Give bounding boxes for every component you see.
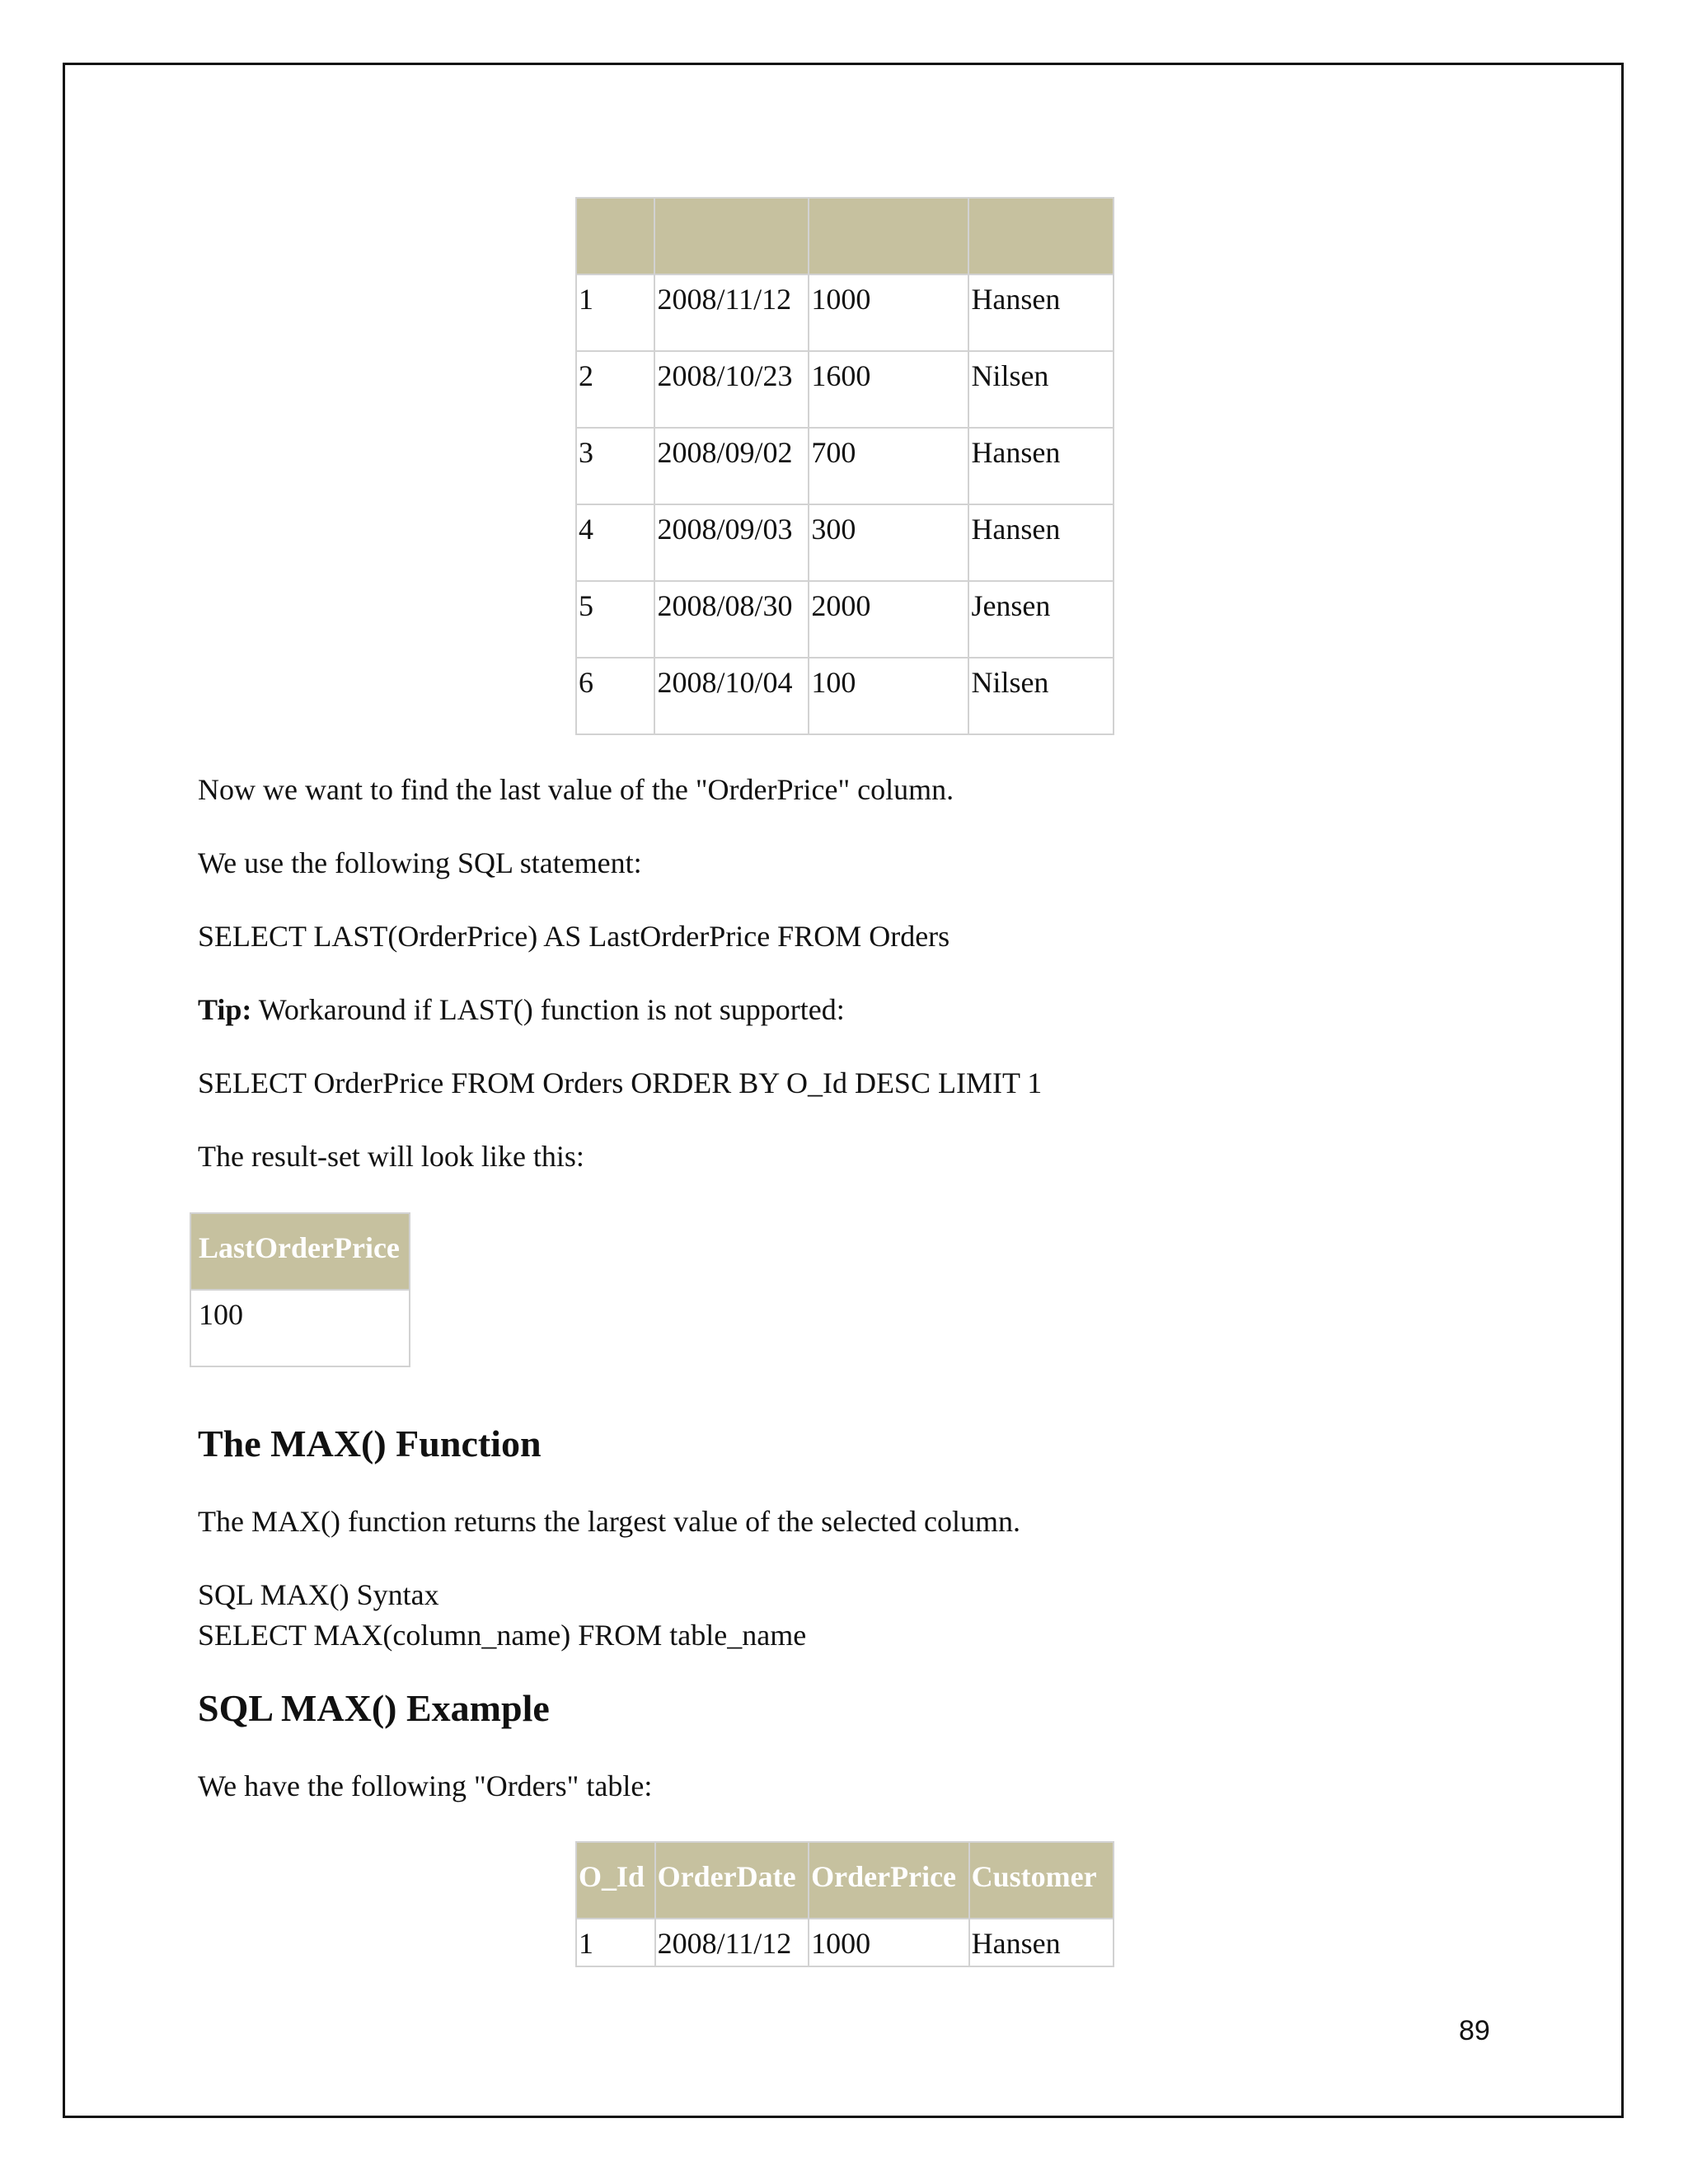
max-example-heading: SQL MAX() Example: [198, 1687, 550, 1729]
table-cell: 100: [809, 658, 968, 734]
table-row: [576, 581, 1114, 658]
table-cell: 2: [576, 351, 654, 428]
table-cell: 2008/10/23: [654, 351, 809, 428]
table-cell: 2008/11/12: [655, 1919, 809, 1966]
table-cell: 1000: [809, 1919, 969, 1966]
table-header-cell: LastOrderPrice: [190, 1213, 410, 1290]
table-cell: 700: [809, 428, 968, 504]
paragraph-find-last: Now we want to find the last value of the "OrderPrice" column.: [198, 773, 954, 806]
table-header-row: [190, 1213, 410, 1290]
table-header-cell: OrderDate: [655, 1842, 809, 1919]
table-cell: Hansen: [969, 1919, 1114, 1966]
table-cell: 2008/09/02: [654, 428, 809, 504]
table-cell: 1000: [809, 274, 968, 351]
table-row: [576, 658, 1114, 734]
table-cell: 1600: [809, 351, 968, 428]
table-cell: 2008/09/03: [654, 504, 809, 581]
sql-last-statement: SELECT LAST(OrderPrice) AS LastOrderPrice FROM Orders: [198, 920, 950, 953]
table-cell: 6: [576, 658, 654, 734]
max-syntax-sql: SELECT MAX(column_name) FROM table_name: [198, 1619, 807, 1652]
table-cell: Nilsen: [968, 658, 1114, 734]
table-row: [576, 274, 1114, 351]
table-header-cell: O_Id: [576, 1842, 655, 1919]
table-header-row: [576, 1842, 1114, 1919]
table-header-cell: [809, 198, 968, 274]
table-header-cell: [968, 198, 1114, 274]
max-syntax-label: SQL MAX() Syntax: [198, 1578, 439, 1611]
table-cell: 100: [190, 1290, 410, 1366]
tip-paragraph: [198, 990, 845, 1029]
table-row: [576, 1919, 1114, 1966]
table-cell: 2008/11/12: [654, 274, 809, 351]
orders-table-bottom: [575, 1841, 1114, 1967]
table-cell: Hansen: [968, 274, 1114, 351]
orders-table-top: [575, 197, 1114, 735]
table-cell: 300: [809, 504, 968, 581]
table-header-cell: OrderPrice: [809, 1842, 969, 1919]
table-cell: 5: [576, 581, 654, 658]
table-cell: 1: [576, 274, 654, 351]
table-header-cell: Customer: [969, 1842, 1114, 1919]
table-cell: Hansen: [968, 504, 1114, 581]
paragraph-result: The result-set will look like this:: [198, 1140, 584, 1173]
table-cell: 3: [576, 428, 654, 504]
result-table: [190, 1212, 410, 1367]
page-number: 89: [1459, 2015, 1490, 2046]
table-row: [190, 1290, 410, 1366]
table-row: [576, 504, 1114, 581]
table-cell: Jensen: [968, 581, 1114, 658]
max-function-heading: The MAX() Function: [198, 1422, 542, 1465]
table-cell: 2000: [809, 581, 968, 658]
table-cell: 2008/10/04: [654, 658, 809, 734]
paragraph-orders-table: We have the following "Orders" table:: [198, 1769, 653, 1802]
paragraph-use-sql: We use the following SQL statement:: [198, 846, 642, 879]
table-row: [576, 428, 1114, 504]
table-header-cell: [654, 198, 809, 274]
sql-workaround-statement: SELECT OrderPrice FROM Orders ORDER BY O_Id DESC LIMIT 1: [198, 1066, 1043, 1099]
table-header-row: [576, 198, 1114, 274]
tip-label: Tip:: [198, 993, 252, 1026]
table-cell: Nilsen: [968, 351, 1114, 428]
max-description: The MAX() function returns the largest value of the selected column.: [198, 1505, 1021, 1538]
tip-text: Workaround if LAST() function is not supported:: [251, 993, 845, 1026]
table-row: [576, 351, 1114, 428]
table-cell: Hansen: [968, 428, 1114, 504]
table-header-cell: [576, 198, 654, 274]
table-cell: 2008/08/30: [654, 581, 809, 658]
table-cell: 1: [576, 1919, 655, 1966]
table-cell: 4: [576, 504, 654, 581]
